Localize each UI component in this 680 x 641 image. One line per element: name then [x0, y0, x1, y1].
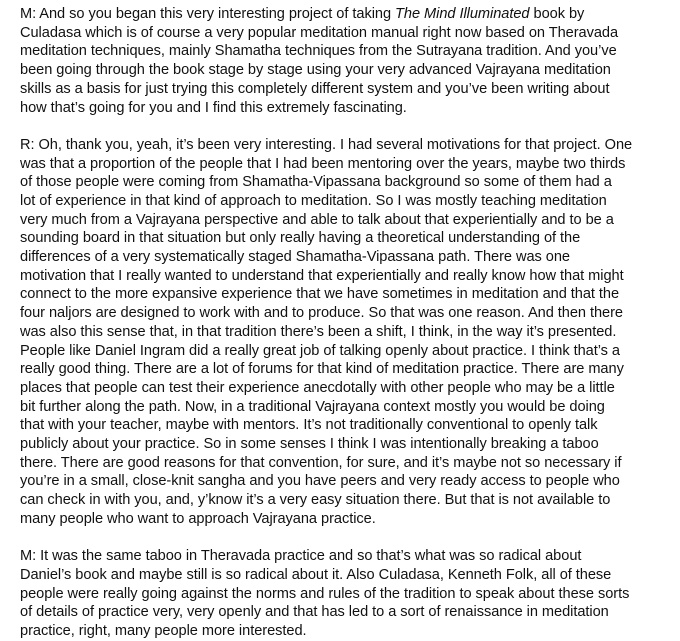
text-line: that with your teacher, maybe with mentors. It’s not traditionally conventional to openly talk: [20, 417, 598, 434]
text-line: you’re in a small, close-knit sangha and you have peers and very ready access to people who: [20, 473, 620, 490]
text-line: how that’s going for you and I find this extremely fascinating.: [20, 99, 407, 116]
text-line: Culadasa which is of course a very popular meditation manual right now based on Theravada: [20, 24, 619, 41]
text-line: can check in with you, and, y’know it’s a very easy situation there. But that is not available to: [20, 492, 611, 509]
text-run: M: And so you began this very interesting project of taking: [20, 6, 396, 22]
paragraph-m-1: [20, 5, 666, 117]
text-line: lot of experience in that kind of approach to meditation. So I was mostly teaching meditation: [20, 192, 607, 209]
text-line: differences of a very systematically staged Shamatha-Vipassana path. There was one: [20, 249, 570, 266]
paragraph-r-1: [20, 136, 666, 529]
text-line: People like Daniel Ingram did a really great job of talking openly about practice. I think that’s a: [20, 342, 620, 359]
text-line: really good thing. There are a lot of forums for that kind of meditation practice. There are many: [20, 361, 624, 378]
text-line: many people who want to approach Vajrayana practice.: [20, 510, 376, 527]
text-line: was also this sense that, in that tradition there’s been a shift, I think, in the way it’s presented.: [20, 323, 617, 340]
text-line: been going through the book stage by stage using your very advanced Vajrayana meditation: [20, 62, 611, 79]
text-line: practice, right, many people more interested.: [20, 622, 307, 639]
text-line: was that a proportion of the people that I had been mentoring over the years, maybe two thirds: [20, 155, 626, 172]
book-title: The Mind Illuminated: [395, 6, 530, 22]
text-line: of details of practice very, very openly and that has led to a sort of renaissance in meditation: [20, 604, 609, 621]
text-line: there. There are good reasons for that convention, for sure, and it’s maybe not so necessary if: [20, 454, 622, 471]
text-line: very much from a Vajrayana perspective and able to talk about that experientially and to be a: [20, 211, 614, 228]
text-line: M: It was the same taboo in Theravada practice and so that’s what was so radical about: [20, 548, 582, 565]
text-line: places that people can test their experience anecdotally with other people who may be a little: [20, 379, 615, 396]
text-line: [20, 5, 666, 24]
text-line: four naljors are designed to work with and to produce. So that was one reason. And then there: [20, 305, 623, 322]
text-line: of those people were coming from Shamatha-Vipassana background so some of them had a: [20, 174, 612, 191]
text-run: book by: [529, 6, 585, 22]
paragraph-m-2: [20, 547, 666, 641]
text-line: people were really going against the norms and rules of the tradition to speak about these sorts: [20, 585, 630, 602]
text-line: sounding board in that situation but only really having a theoretical understanding of the: [20, 230, 581, 247]
text-line: connect to the more expansive experience that we have sometimes in meditation and that the: [20, 286, 620, 303]
text-line: publicly about your practice. So in some senses I think I was intentionally breaking a taboo: [20, 436, 599, 453]
text-line: meditation techniques, mainly Shamatha techniques from the Sutrayana tradition. And you’ve: [20, 43, 617, 60]
text-line: bit further along the path. Now, in a traditional Vajrayana context mostly you would be doing: [20, 398, 605, 415]
text-line: Daniel’s book and maybe still is so radical about it. Also Culadasa, Kenneth Folk, all of these: [20, 566, 612, 583]
text-line: skills as a basis for just trying this completely different system and you’ve been writing about: [20, 80, 610, 97]
text-line: R: Oh, thank you, yeah, it’s been very interesting. I had several motivations for that project. One: [20, 136, 633, 153]
text-line: motivation that I really wanted to understand that experientially and really know how that might: [20, 267, 624, 284]
